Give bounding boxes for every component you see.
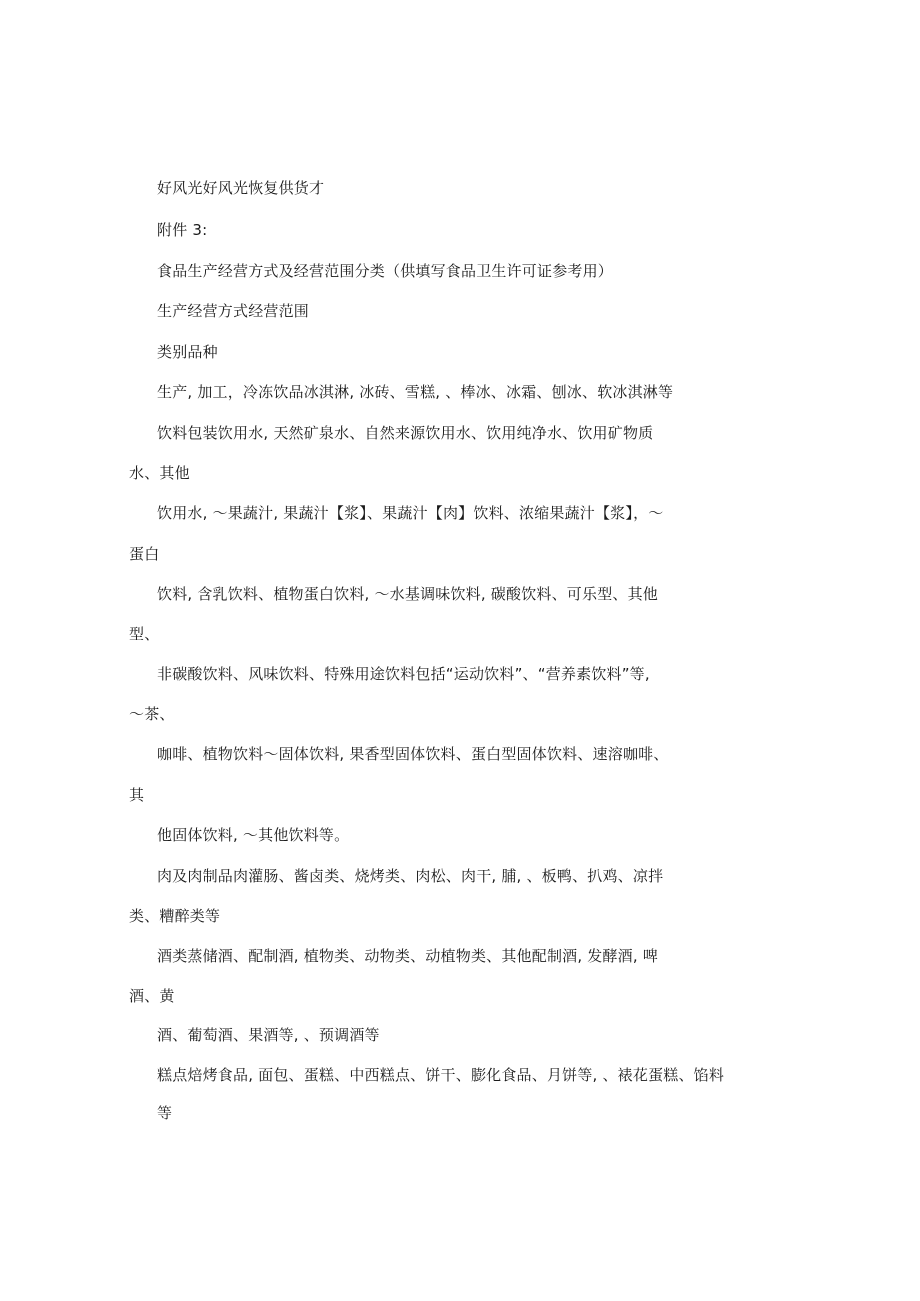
text-line: 酒、黄 (129, 987, 175, 1005)
text-line: 生产, 加工，冷冻饮品冰淇淋, 冰砖、雪糕, 、棒冰、冰霜、刨冰、软冰淇淋等 (157, 383, 674, 401)
text-line: 糕点焙烤食品, 面包、蛋糕、中西糕点、饼干、膨化食品、月饼等, 、裱花蛋糕、馅料 (157, 1066, 725, 1084)
text-line: 他固体饮料, ～其他饮料等。 (157, 826, 350, 844)
text-line: 酒类蒸储酒、配制酒, 植物类、动物类、动植物类、其他配制酒, 发酵酒, 啤 (157, 947, 659, 965)
column-header-category-variety: 类别品种 (157, 343, 218, 361)
text-line: 饮料包装饮用水, 天然矿泉水、自然来源饮用水、饮用纯净水、饮用矿物质 (157, 424, 654, 442)
text-line: ～茶、 (129, 705, 175, 723)
text-line: 非碳酸饮料、风味饮料、特殊用途饮料包括“运动饮料”、“营养素饮料”等, (157, 665, 650, 683)
text-line: 饮料, 含乳饮料、植物蛋白饮料, ～水基调味饮料, 碳酸饮料、可乐型、其他 (157, 585, 659, 603)
text-line: 饮用水, ～果蔬汁, 果蔬汁【浆】、果蔬汁【肉】饮料、浓缩果蔬汁【浆】，～ (157, 504, 664, 522)
header-note: 好风光好风光恢复供货才 (157, 179, 325, 197)
text-line: 肉及肉制品肉灌肠、酱卤类、烧烤类、肉松、肉干, 脯, 、板鸭、扒鸡、凉拌 (157, 867, 664, 885)
attachment-label: 附件 3: (157, 221, 208, 239)
text-line: 咖啡、植物饮料～固体饮料, 果香型固体饮料、蛋白型固体饮料、速溶咖啡、 (157, 745, 669, 763)
document-title: 食品生产经营方式及经营范围分类（供填写食品卫生许可证参考用） (157, 262, 614, 280)
text-line: 型、 (129, 625, 160, 643)
text-line: 水、其他 (129, 464, 190, 482)
text-line: 等 (157, 1104, 173, 1122)
text-line: 其 (129, 786, 145, 804)
text-line: 蛋白 (129, 545, 160, 563)
text-line: 酒、葡萄酒、果酒等, 、预调酒等 (157, 1026, 380, 1044)
column-header-mode-scope: 生产经营方式经营范围 (157, 302, 310, 320)
text-line: 类、糟醉类等 (129, 907, 221, 925)
